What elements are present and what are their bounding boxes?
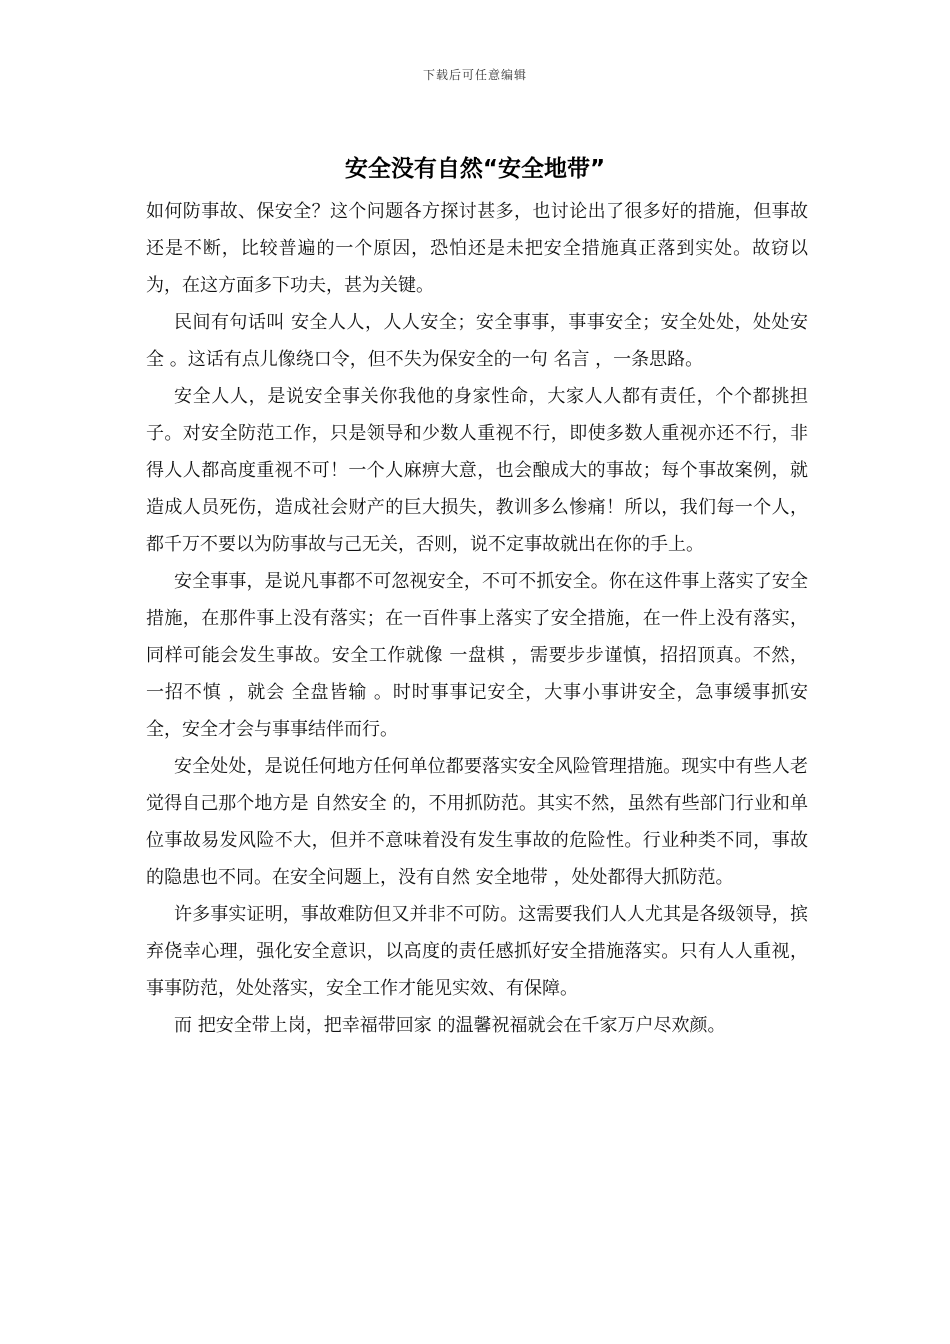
paragraph-closing: 而 把安全带上岗，把幸福带回家 的温馨祝福就会在千家万户尽欢颜。 [174,1015,726,1036]
paragraph-everyone: 安全人人，是说安全事关你我他的身家性命，大家人人都有责任，个个都挑担子。对安全防范工作，只是领导和少数人重视不行，即使多数人重视亦还不行，非得人人都高度重视不可！一个人麻痹大意，也会酿成大的事故；每个事故案例，就造成人员死伤，造成社会财产的巨大损失，教训多么惨痛！所以，我们每一个人，都千万不要以为防事故与己无关，否则，说不定事故就出在你的手上。 [146,386,808,555]
paragraph-conclusion: 许多事实证明，事故难防但又并非不可防。这需要我们人人尤其是各级领导，摈弃侥幸心理，强化安全意识，以高度的责任感抓好安全措施落实。只有人人重视，事事防范，处处落实，安全工作才能见实效、有保障。 [146,904,808,999]
paragraph-everything: 安全事事，是说凡事都不可忽视安全，不可不抓安全。你在这件事上落实了安全措施，在那件事上没有落实；在一百件事上落实了安全措施，在一件上没有落实，同样可能会发生事故。安全工作就像 一盘棋 ，需要步步谨慎，招招顶真。不然， 一招不慎 ，就会 全盘皆输 。时时事事记安全，大事小事讲安全，急事缓事抓安全，安全才会与事事结伴而行。 [146,571,808,740]
header-note: 下载后可任意编辑 [422,68,527,82]
paragraph-intro: 如何防事故、保安全？这个问题各方探讨甚多，也讨论出了很多好的措施，但事故还是不断，比较普遍的一个原因，恐怕还是未把安全措施真正落到实处。故窃以为，在这方面多下功夫，甚为关键。 [146,201,808,296]
article-body [146,193,808,1044]
paragraph-everywhere: 安全处处，是说任何地方任何单位都要落实安全风险管理措施。现实中有些人老觉得自己那个地方是 自然安全 的，不用抓防范。其实不然，虽然有些部门行业和单位事故易发风险不大，但并不意味着没有发生事故的危险性。行业种类不同，事故的隐患也不同。在安全问题上，没有自然 安全地带 ，处处都得大抓防范。 [146,756,808,888]
paragraph-saying: 民间有句话叫 安全人人，人人安全；安全事事，事事安全；安全处处，处处安全 。这话有点儿像绕口令，但不失为保安全的一句 名言 ，一条思路。 [146,312,808,370]
article-title: 安全没有自然“安全地带” [344,156,606,182]
